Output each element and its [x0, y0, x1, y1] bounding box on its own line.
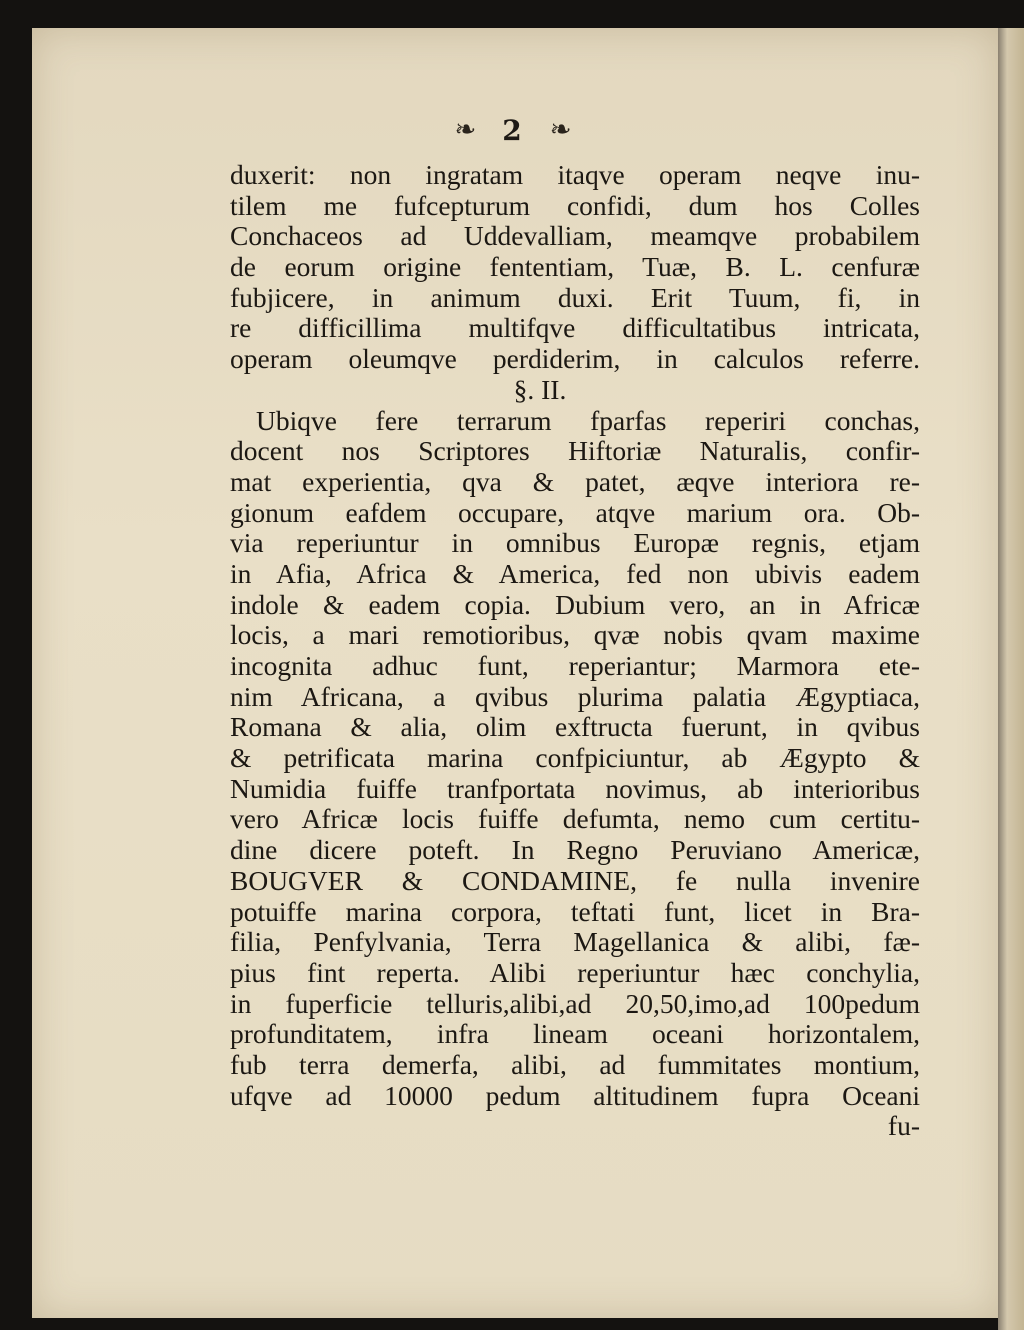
page-header [0, 110, 1024, 150]
text-line: duxerit: non ingratam itaqve operam neqve inu- [230, 159, 920, 190]
text-line: potuiffe marina corpora, teftati funt, licet in Bra- [230, 895, 920, 927]
text-line: fu- [887, 1110, 920, 1142]
text-line: docent nos Scriptores Hiftoriæ Naturalis, confir- [230, 435, 920, 467]
text-line: Numidia fuiffe tranfportata novimus, ab interioribus [230, 772, 920, 804]
text-line: ufqve ad 10000 pedum altitudinem fupra Oceani [230, 1079, 920, 1111]
text-line: nim Africana, a qvibus plurima palatia Ægyptiaca, [230, 680, 920, 712]
page-edge [998, 28, 1024, 1330]
text-line: vero Africæ locis fuiffe defumta, nemo cum certitu- [230, 803, 920, 835]
text-line: de eorum origine fententiam, Tuæ, B. L. cenfuræ [230, 251, 920, 283]
text-line: in fuperficie telluris,alibi,ad 20,50,imo,ad 100pedum [230, 987, 920, 1019]
ornament-left-icon: ❧ [454, 115, 475, 145]
text-line: indole & eadem copia. Dubium vero, an in Africæ [230, 588, 920, 620]
text-line: Ubiqve fere terrarum fparfas reperiri conchas, [256, 404, 920, 436]
text-line: profunditatem, infra lineam oceani horizontalem, [230, 1018, 920, 1050]
text-line: incognita adhuc funt, reperiantur; Marmora ete- [230, 650, 920, 681]
text-line: pius fint reperta. Alibi reperiuntur hæc conchylia, [230, 956, 920, 988]
section-heading: §. II. [513, 373, 567, 405]
text-line: tilem me fufcepturum confidi, dum hos Colles [230, 189, 920, 221]
text-line: via reperiuntur in omnibus Europæ regnis, etjam [230, 527, 920, 559]
text-line: Conchaceos ad Uddevalliam, meamqve probabilem [230, 220, 920, 252]
ornament-right-icon: ❧ [549, 115, 570, 145]
text-line: in Afia, Africa & America, fed non ubivis eadem [230, 557, 920, 589]
text-line: operam oleumqve perdiderim, in calculos referre. [230, 343, 920, 375]
body-text [230, 160, 920, 1142]
text-line: locis, a mari remotioribus, qvæ nobis qvam maxime [230, 619, 920, 651]
text-line: re difficillima multifqve difficultatibus intricata, [230, 312, 920, 344]
text-line: dine dicere poteft. In Regno Peruviano Americæ, [230, 834, 920, 866]
page-number: 2 [502, 113, 522, 147]
text-line: filia, Penfylvania, Terra Magellanica & alibi, fæ- [230, 926, 920, 958]
text-line: Romana & alia, olim exftructa fuerunt, in qvibus [230, 711, 920, 743]
text-line: mat experientia, qva & patet, æqve interiora re- [230, 465, 920, 497]
text-line: & petrificata marina confpiciuntur, ab Ægypto & [230, 742, 920, 774]
text-line: BOUGVER & CONDAMINE, fe nulla invenire [230, 864, 920, 896]
text-line: fub terra demerfa, alibi, ad fummitates montium, [230, 1048, 920, 1080]
text-line: gionum eafdem occupare, atqve marium ora. Ob- [230, 496, 920, 528]
text-line: fubjicere, in animum duxi. Erit Tuum, fi, in [230, 281, 920, 313]
